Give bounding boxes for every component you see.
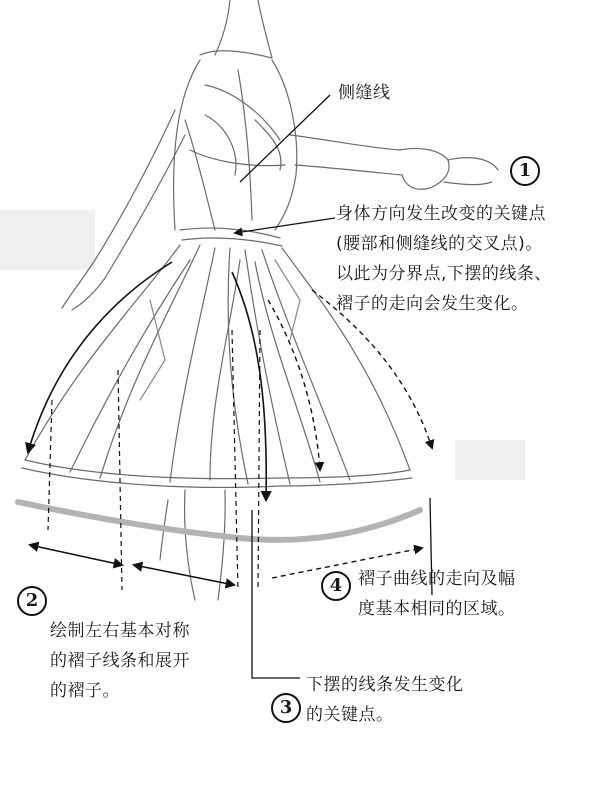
note3-line-2: 的关键点。	[306, 705, 394, 725]
note1-number-badge: 1	[510, 156, 540, 186]
note1-line-2: (腰部和侧缝线的交叉点)。	[336, 234, 543, 254]
note1-line-1: 身体方向发生改变的关键点	[336, 204, 546, 224]
note4-line-2: 度基本相同的区域。	[358, 599, 516, 619]
side-seam-label: 侧缝线	[338, 83, 391, 103]
note2-number-badge: 2	[17, 586, 47, 616]
range-arrow-left	[30, 545, 122, 565]
keypoint-arrow	[235, 218, 335, 233]
note2-line-2: 的褶子线条和展开	[50, 651, 190, 671]
note4-number-badge: 4	[321, 571, 351, 601]
note4-line-1: 褶子曲线的走向及幅	[358, 569, 516, 589]
center-curve-arrow	[232, 272, 266, 500]
note2-line-3: 的褶子。	[50, 681, 120, 701]
note3-number-badge: 3	[271, 693, 301, 723]
note3-line-1: 下摆的线条发生变化	[306, 675, 464, 695]
note2-line-1: 绘制左右基本对称	[50, 621, 190, 641]
left-curve-arrow	[28, 262, 172, 452]
range-arrow-center	[134, 565, 234, 585]
hem-line-band	[18, 502, 420, 540]
note3-leader	[252, 510, 300, 678]
note1-line-4: 褶子的走向会发生变化。	[336, 294, 529, 314]
note1-line-3: 以此为分界点,下摆的线条、	[336, 264, 552, 284]
vertical-guides	[48, 330, 260, 590]
